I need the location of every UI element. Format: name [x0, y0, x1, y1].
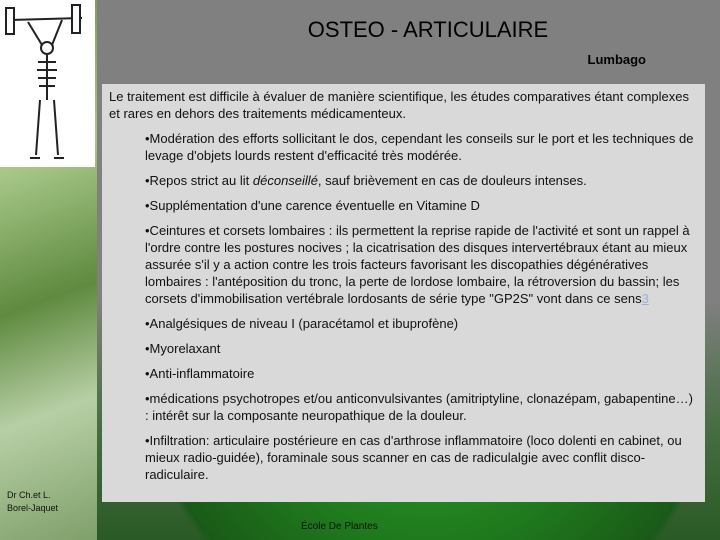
- list-item: •Myorelaxant: [145, 341, 221, 356]
- item-text: •Repos strict au lit: [145, 173, 253, 188]
- skeleton-weightlifter-image: [0, 0, 95, 167]
- list-item: [145, 222, 700, 307]
- slide-subtitle: Lumbago: [587, 52, 646, 67]
- author-line: Dr Ch.et L.: [7, 490, 51, 500]
- intro-text: Le traitement est difficile à évaluer de manière scientifique, les études comparatives étant complexes et rares en dehors des traitements médicamenteux.: [109, 89, 690, 121]
- content-box: [102, 84, 705, 502]
- list-item: •Analgésiques de niveau I (paracétamol et ibuprofène): [145, 316, 459, 331]
- list-item: •Anti-inflammatoire: [145, 366, 255, 381]
- author-line: Borel-Jaquet: [7, 503, 59, 513]
- slide-title: OSTEO - ARTICULAIRE: [307, 17, 549, 42]
- item-emphasis: déconseillé: [252, 173, 318, 188]
- item-text: •Ceintures et corsets lombaires : ils permettent la reprise rapide de l'activité et sont un rappel à l'ordre contre les postures nocives ; la cicatrisation des disques intervertébraux étant au mieux assurée s'il y a action contre les trois facteurs favorisant les discopathies dégénératives lombaires : l'antéposition du tronc, la perte de lordose lombaire, la rétroversion du bassin; les corsets d'immobilisation vertébrale lordosants de série type "GP2S" vont dans ce sens: [145, 223, 690, 306]
- reference-link[interactable]: 3: [641, 291, 649, 306]
- list-item: [145, 172, 700, 189]
- footer-text: École De Plantes: [301, 521, 378, 532]
- author-credit: [7, 489, 58, 515]
- item-text: , sauf brièvement en cas de douleurs intenses.: [317, 173, 587, 188]
- list-item: •Modération des efforts sollicitant le dos, cependant les conseils sur le port et les techniques de levage d'objets lourds restent d'efficacité très modérée.: [145, 131, 694, 163]
- list-item: •Infiltration: articulaire postérieure en cas d'arthrose inflammatoire (loco dolenti en cabinet, ou mieux radio-guidée), foraminale sous scanner en cas de radiculalgie avec conflit disco-radiculaire.: [145, 433, 682, 482]
- list-item: •médications psychotropes et/ou anticonvulsivantes (amitriptyline, clonazépam, gabapentine…) : intérêt sur la composante neuropathique de la douleur.: [145, 391, 693, 423]
- list-item: •Supplémentation d'une carence éventuelle en Vitamine D: [145, 198, 480, 213]
